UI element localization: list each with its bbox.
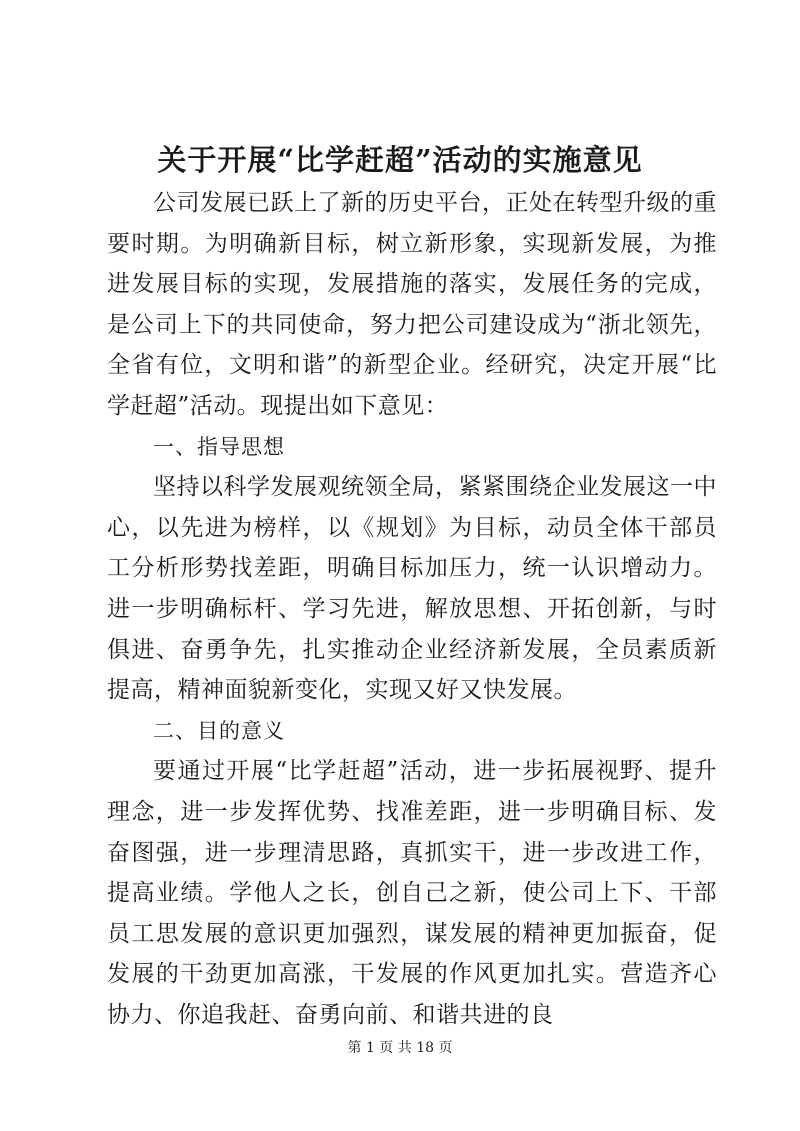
- document-title: 关于开展“比学赶超”活动的实施意见: [157, 143, 643, 177]
- guiding-thought-paragraph: 坚持以科学发展观统领全局，紧紧围绕企业发展这一中心，以先进为榜样，以《规划》为目标，动员全体干部员工分析形势找差距，明确目标加压力，统一认识增动力。进一步明确标杆、学习先进，解放思想、开拓创新，与时俱进、奋勇争先，扎实推动企业经济新发展，全员素质新提高，精神面貌新变化，实现又好又快发展。: [107, 474, 717, 704]
- page-footer: 第 1 页 共 18 页: [347, 1040, 453, 1056]
- document-body: [107, 183, 717, 1035]
- intro-paragraph: 公司发展已跃上了新的历史平台，正处在转型升级的重要时期。为明确新目标，树立新形象，实现新发展，为推进发展目标的实现，发展措施的落实，发展任务的完成，是公司上下的共同使命，努力把公司建设成为“浙北领先，全省有位，文明和谐”的新型企业。经研究，决定开展“比学赶超”活动。现提出如下意见：: [107, 190, 717, 419]
- section-heading-guiding-thought: 一、指导思想: [153, 434, 285, 459]
- purpose-paragraph: 要通过开展“比学赶超”活动，进一步拓展视野、提升理念，进一步发挥优势、找准差距，进一步明确目标、发奋图强，进一步理清思路，真抓实干，进一步改进工作，提高业绩。学他人之长，创自己之新，使公司上下、干部员工思发展的意识更加强烈，谋发展的精神更加振奋，促发展的干劲更加高涨，干发展的作风更加扎实。营造齐心协力、你追我赶、奋勇向前、和谐共进的良: [107, 758, 717, 1028]
- section-heading-purpose: 二、目的意义: [153, 718, 285, 743]
